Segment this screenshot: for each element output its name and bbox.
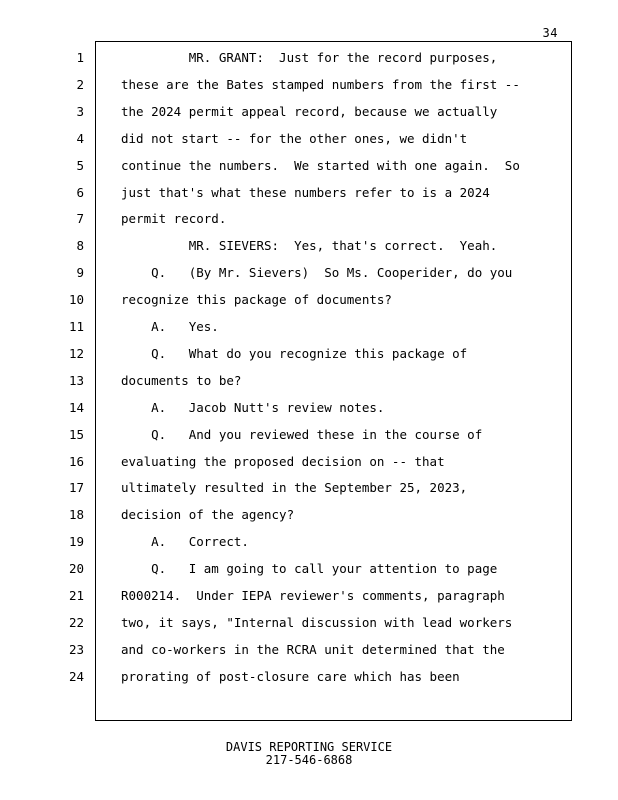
transcript-line: permit record. [121, 211, 227, 226]
transcript-line: continue the numbers. We started with one again. So [121, 158, 520, 173]
line-number: 9 [76, 265, 84, 280]
line-number: 23 [68, 642, 84, 657]
transcript-line: documents to be? [121, 373, 242, 388]
transcript-line: MR. GRANT: Just for the record purposes, [121, 50, 498, 65]
transcript-line: Q. (By Mr. Sievers) So Ms. Cooperider, do you [121, 265, 513, 280]
line-number: 18 [68, 507, 84, 522]
line-number: 21 [68, 588, 84, 603]
transcript-line: these are the Bates stamped numbers from the first -- [121, 77, 520, 92]
line-number: 13 [68, 373, 84, 388]
line-number: 16 [68, 454, 84, 469]
line-number: 20 [68, 561, 84, 576]
transcript-line: Q. What do you recognize this package of [121, 346, 468, 361]
line-number: 7 [76, 211, 84, 226]
reporter-phone: 217-546-6868 [265, 753, 353, 767]
transcript-line: Q. I am going to call your attention to page [121, 561, 498, 576]
line-number: 8 [76, 238, 84, 253]
transcript-line: R000214. Under IEPA reviewer's comments, paragraph [121, 588, 505, 603]
transcript-line: A. Jacob Nutt's review notes. [121, 400, 385, 415]
transcript-line: did not start -- for the other ones, we didn't [121, 131, 468, 146]
line-number: 11 [68, 319, 84, 334]
line-number: 5 [76, 158, 84, 173]
transcript-line: ultimately resulted in the September 25, 2023, [121, 480, 468, 495]
transcript-line: A. Yes. [121, 319, 219, 334]
line-number: 1 [76, 50, 84, 65]
transcript-line: Q. And you reviewed these in the course of [121, 427, 483, 442]
transcript-line: decision of the agency? [121, 507, 295, 522]
transcript-line: MR. SIEVERS: Yes, that's correct. Yeah. [121, 238, 498, 253]
footer [0, 741, 618, 767]
transcript-line: two, it says, "Internal discussion with lead workers [121, 615, 513, 630]
transcript-line: just that's what these numbers refer to is a 2024 [121, 185, 490, 200]
transcript-line: A. Correct. [121, 534, 249, 549]
transcript-line: the 2024 permit appeal record, because we actually [121, 104, 498, 119]
line-number: 4 [76, 131, 84, 146]
line-number: 17 [68, 480, 84, 495]
line-number: 22 [68, 615, 84, 630]
line-number: 10 [68, 292, 84, 307]
transcript-line: prorating of post-closure care which has been [121, 669, 460, 684]
line-number: 2 [76, 77, 84, 92]
transcript-line: and co-workers in the RCRA unit determined that the [121, 642, 505, 657]
page-number: 34 [542, 26, 558, 40]
line-number: 24 [68, 669, 84, 684]
transcript-line: evaluating the proposed decision on -- that [121, 454, 445, 469]
line-number: 19 [68, 534, 84, 549]
line-number: 14 [68, 400, 84, 415]
reporting-company: DAVIS REPORTING SERVICE [225, 740, 393, 754]
line-number: 6 [76, 185, 84, 200]
line-number: 3 [76, 104, 84, 119]
line-number: 12 [68, 346, 84, 361]
line-number: 15 [68, 427, 84, 442]
transcript-line: recognize this package of documents? [121, 292, 392, 307]
